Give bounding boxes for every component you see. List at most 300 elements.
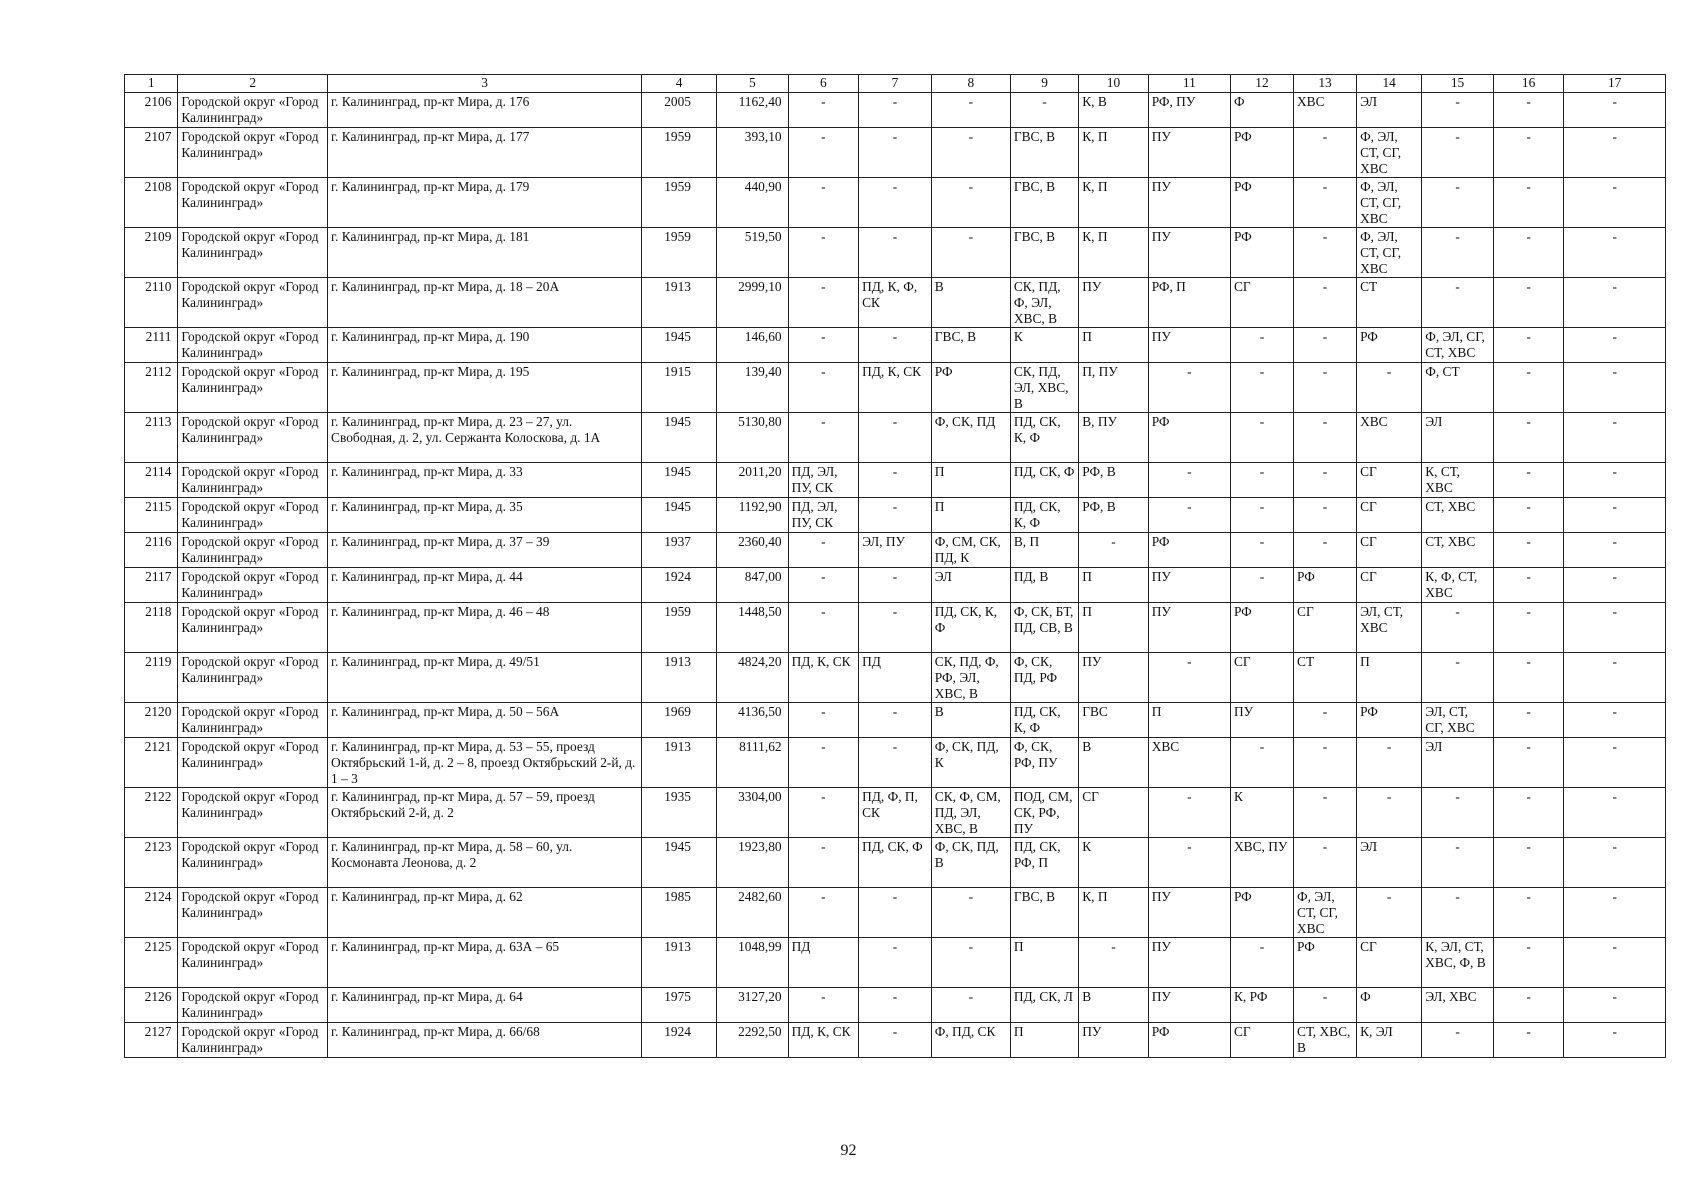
table-cell: ГВС, В (1010, 128, 1078, 178)
table-cell: К (1230, 788, 1293, 838)
table-cell: - (1493, 568, 1564, 603)
table-cell: Городской округ «Город Калининград» (178, 93, 328, 128)
table-cell: - (1010, 93, 1078, 128)
table-cell: - (1422, 228, 1494, 278)
table-cell: 2116 (125, 533, 178, 568)
table-cell: СГ (1294, 603, 1357, 653)
table-cell: Ф, СК, РФ, ПУ (1010, 738, 1078, 788)
column-header: 9 (1010, 75, 1078, 93)
table-cell: РФ (1230, 603, 1293, 653)
table-cell: ПД, ЭЛ, ПУ, СК (788, 463, 859, 498)
table-cell: 2107 (125, 128, 178, 178)
table-cell: - (1294, 498, 1357, 533)
table-row (125, 788, 1666, 838)
table-cell: К, СТ, ХВС (1422, 463, 1494, 498)
table-cell: 2108 (125, 178, 178, 228)
table-cell: - (931, 128, 1010, 178)
table-cell: ЭЛ (931, 568, 1010, 603)
table-cell: П (1079, 568, 1148, 603)
table-cell: ПУ (1079, 653, 1148, 703)
table-cell: Городской округ «Город Калининград» (178, 988, 328, 1023)
column-header: 13 (1294, 75, 1357, 93)
table-row (125, 463, 1666, 498)
table-cell: 1937 (642, 533, 717, 568)
table-cell: Ф, СК, ПД, К (931, 738, 1010, 788)
table-cell: ПД, Ф, П, СК (859, 788, 932, 838)
table-cell: ПД, В (1010, 568, 1078, 603)
table-cell: 2117 (125, 568, 178, 603)
table-cell: - (788, 703, 859, 738)
column-header: 1 (125, 75, 178, 93)
table-cell: - (1294, 278, 1357, 328)
table-cell: Городской округ «Город Калининград» (178, 178, 328, 228)
registry-table (124, 74, 1666, 1058)
table-cell: 3304,00 (717, 788, 789, 838)
table-cell: - (1079, 533, 1148, 568)
table-cell: 2005 (642, 93, 717, 128)
table-cell: В (1079, 738, 1148, 788)
table-cell: 1913 (642, 938, 717, 988)
table-cell: П (1010, 1023, 1078, 1058)
table-cell: - (1230, 328, 1293, 363)
table-cell: Городской округ «Город Калининград» (178, 838, 328, 888)
table-cell: г. Калининград, пр-кт Мира, д. 179 (328, 178, 642, 228)
table-cell: - (859, 703, 932, 738)
table-cell: - (1357, 888, 1422, 938)
table-cell: ЭЛ (1422, 413, 1494, 463)
table-cell: - (788, 93, 859, 128)
table-cell: - (1294, 988, 1357, 1023)
table-cell: ПУ (1079, 1023, 1148, 1058)
column-header: 11 (1148, 75, 1230, 93)
table-cell: СГ (1357, 568, 1422, 603)
table-row (125, 938, 1666, 988)
table-cell: ЭЛ (1357, 93, 1422, 128)
table-cell: - (1564, 533, 1666, 568)
table-cell: - (788, 178, 859, 228)
table-cell: ХВС (1148, 738, 1230, 788)
table-cell: РФ, ПУ (1148, 93, 1230, 128)
table-cell: - (1493, 888, 1564, 938)
table-cell: Городской округ «Город Калининград» (178, 788, 328, 838)
table-cell: ГВС, В (1010, 888, 1078, 938)
table-cell: 2127 (125, 1023, 178, 1058)
table-cell: - (1422, 653, 1494, 703)
table-cell: Ф (1230, 93, 1293, 128)
table-cell: 2011,20 (717, 463, 789, 498)
table-cell: ПУ (1079, 278, 1148, 328)
table-body (125, 93, 1666, 1058)
table-cell: К, Ф, СТ, ХВС (1422, 568, 1494, 603)
table-cell: - (859, 938, 932, 988)
table-cell: - (788, 568, 859, 603)
table-cell: СТ (1294, 653, 1357, 703)
table-cell: ХВС (1357, 413, 1422, 463)
table-cell: 2121 (125, 738, 178, 788)
table-cell: СГ (1357, 498, 1422, 533)
column-header: 4 (642, 75, 717, 93)
table-cell: - (1564, 738, 1666, 788)
table-row (125, 738, 1666, 788)
table-cell: г. Калининград, пр-кт Мира, д. 181 (328, 228, 642, 278)
table-cell: - (1493, 128, 1564, 178)
table-cell: Ф, ЭЛ, СТ, СГ, ХВС (1357, 128, 1422, 178)
table-cell: 2124 (125, 888, 178, 938)
table-cell: Городской округ «Город Калининград» (178, 128, 328, 178)
table-cell: 519,50 (717, 228, 789, 278)
table-cell: РФ (1148, 413, 1230, 463)
table-cell: - (1564, 938, 1666, 988)
table-cell: - (859, 413, 932, 463)
table-cell: ЭЛ, СТ, СГ, ХВС (1422, 703, 1494, 738)
table-cell: 1913 (642, 278, 717, 328)
table-cell: г. Калининград, пр-кт Мира, д. 49/51 (328, 653, 642, 703)
table-cell: СК, ПД, Ф, ЭЛ, ХВС, В (1010, 278, 1078, 328)
table-cell: ПУ (1148, 328, 1230, 363)
table-cell: - (1148, 838, 1230, 888)
table-cell: Городской округ «Город Калининград» (178, 363, 328, 413)
table-cell: - (1493, 788, 1564, 838)
table-cell: СГ (1357, 533, 1422, 568)
table-cell: - (859, 93, 932, 128)
table-cell: 146,60 (717, 328, 789, 363)
column-header: 3 (328, 75, 642, 93)
table-cell: - (1564, 328, 1666, 363)
table-cell: - (1564, 463, 1666, 498)
table-cell: г. Калининград, пр-кт Мира, д. 190 (328, 328, 642, 363)
table-cell: ПУ (1148, 938, 1230, 988)
table-cell: 2109 (125, 228, 178, 278)
table-cell: - (788, 228, 859, 278)
table-cell: П (1079, 603, 1148, 653)
table-cell: - (1564, 228, 1666, 278)
table-cell: - (1294, 463, 1357, 498)
table-cell: 2118 (125, 603, 178, 653)
table-cell: - (859, 498, 932, 533)
table-cell: РФ (1357, 703, 1422, 738)
table-cell: - (1493, 938, 1564, 988)
table-cell: Городской округ «Город Калининград» (178, 703, 328, 738)
table-cell: - (859, 603, 932, 653)
table-cell: ХВС, ПУ (1230, 838, 1293, 888)
table-cell: Ф, СТ (1422, 363, 1494, 413)
table-cell: 1969 (642, 703, 717, 738)
table-cell: 1959 (642, 178, 717, 228)
table-cell: Ф, ЭЛ, СТ, СГ, ХВС (1357, 228, 1422, 278)
table-cell: г. Калининград, пр-кт Мира, д. 57 – 59, проезд Октябрьский 2-й, д. 2 (328, 788, 642, 838)
table-cell: ЭЛ, ПУ (859, 533, 932, 568)
table-row (125, 703, 1666, 738)
table-cell: К (1079, 838, 1148, 888)
table-cell: РФ (1357, 328, 1422, 363)
table-cell: ПУ (1148, 988, 1230, 1023)
table-cell: 2122 (125, 788, 178, 838)
table-cell: - (1493, 738, 1564, 788)
table-cell: - (1294, 128, 1357, 178)
table-cell: ПД, СК, К, Ф (1010, 413, 1078, 463)
table-cell: - (859, 888, 932, 938)
table-cell: - (1564, 653, 1666, 703)
table-cell: Ф, СК, ПД, В (931, 838, 1010, 888)
table-cell: 1975 (642, 988, 717, 1023)
table-cell: - (1148, 463, 1230, 498)
table-cell: Городской округ «Город Калининград» (178, 653, 328, 703)
column-header: 16 (1493, 75, 1564, 93)
table-cell: г. Калининград, пр-кт Мира, д. 18 – 20А (328, 278, 642, 328)
table-row (125, 533, 1666, 568)
table-cell: СГ (1230, 1023, 1293, 1058)
table-cell: г. Калининград, пр-кт Мира, д. 62 (328, 888, 642, 938)
table-cell: 2119 (125, 653, 178, 703)
table-cell: Городской округ «Город Калининград» (178, 938, 328, 988)
table-cell: РФ (1230, 178, 1293, 228)
table-cell: Городской округ «Город Калининград» (178, 888, 328, 938)
table-cell: - (1422, 603, 1494, 653)
table-cell: 2110 (125, 278, 178, 328)
table-cell: - (1357, 738, 1422, 788)
table-cell: - (1493, 838, 1564, 888)
table-cell: ПД, К, СК (788, 653, 859, 703)
table-cell: - (1493, 533, 1564, 568)
table-cell: ЭЛ, ХВС (1422, 988, 1494, 1023)
table-cell: - (1564, 838, 1666, 888)
table-cell: К, П (1079, 178, 1148, 228)
table-cell: РФ, П (1148, 278, 1230, 328)
table-cell: - (1357, 788, 1422, 838)
table-cell: 3127,20 (717, 988, 789, 1023)
table-cell: Городской округ «Город Калининград» (178, 228, 328, 278)
table-cell: 2112 (125, 363, 178, 413)
table-cell: - (788, 888, 859, 938)
table-cell: 1913 (642, 653, 717, 703)
table-cell: Городской округ «Город Калининград» (178, 328, 328, 363)
column-header: 12 (1230, 75, 1293, 93)
table-cell: ПД, СК, Ф (859, 838, 932, 888)
table-cell: В, П (1010, 533, 1078, 568)
table-cell: - (1230, 938, 1293, 988)
table-cell: - (1294, 533, 1357, 568)
table-cell: - (859, 128, 932, 178)
table-cell: П (931, 498, 1010, 533)
table-cell: - (859, 463, 932, 498)
table-cell: Ф, СК, ПД, РФ (1010, 653, 1078, 703)
table-cell: - (1422, 838, 1494, 888)
table-cell: Городской округ «Город Калининград» (178, 603, 328, 653)
table-cell: - (1564, 363, 1666, 413)
table-cell: - (1422, 278, 1494, 328)
table-cell: ГВС, В (1010, 228, 1078, 278)
table-cell: - (1148, 653, 1230, 703)
table-cell: - (1564, 93, 1666, 128)
table-cell: СТ, ХВС (1422, 533, 1494, 568)
table-cell: - (1564, 888, 1666, 938)
table-cell: 1945 (642, 328, 717, 363)
table-cell: - (1493, 653, 1564, 703)
table-cell: Городской округ «Город Калининград» (178, 463, 328, 498)
table-cell: - (931, 93, 1010, 128)
table-cell: - (1294, 838, 1357, 888)
table-cell: ПУ (1148, 178, 1230, 228)
table-cell: Ф (1357, 988, 1422, 1023)
table-cell: Ф, ЭЛ, СТ, СГ, ХВС (1357, 178, 1422, 228)
table-row (125, 653, 1666, 703)
table-cell: ПД, СК, РФ, П (1010, 838, 1078, 888)
table-cell: - (1493, 328, 1564, 363)
table-cell: - (1564, 703, 1666, 738)
table-cell: - (1422, 128, 1494, 178)
column-header: 15 (1422, 75, 1494, 93)
table-cell: РФ, В (1079, 463, 1148, 498)
table-cell: ПД, К, СК (788, 1023, 859, 1058)
table-cell: - (1422, 93, 1494, 128)
column-header: 7 (859, 75, 932, 93)
table-cell: - (1230, 498, 1293, 533)
table-cell: 1192,90 (717, 498, 789, 533)
table-cell: ЭЛ (1357, 838, 1422, 888)
table-cell: В (931, 703, 1010, 738)
table-cell: 2111 (125, 328, 178, 363)
table-row (125, 498, 1666, 533)
table-cell: СК, Ф, СМ, ПД, ЭЛ, ХВС, В (931, 788, 1010, 838)
table-cell: г. Калининград, пр-кт Мира, д. 195 (328, 363, 642, 413)
table-cell: - (1493, 463, 1564, 498)
table-cell: - (1230, 413, 1293, 463)
table-cell: П (1148, 703, 1230, 738)
table-cell: - (1564, 128, 1666, 178)
table-cell: - (1422, 1023, 1494, 1058)
table-cell: г. Калининград, пр-кт Мира, д. 35 (328, 498, 642, 533)
table-cell: СТ, ХВС (1422, 498, 1494, 533)
table-cell: - (931, 988, 1010, 1023)
table-cell: - (788, 278, 859, 328)
table-cell: 2126 (125, 988, 178, 1023)
table-cell: РФ (1294, 938, 1357, 988)
table-cell: г. Калининград, пр-кт Мира, д. 63А – 65 (328, 938, 642, 988)
table-cell: Городской округ «Город Калининград» (178, 498, 328, 533)
table-cell: 1924 (642, 1023, 717, 1058)
table-cell: 2292,50 (717, 1023, 789, 1058)
table-cell: - (1294, 178, 1357, 228)
table-cell: 2482,60 (717, 888, 789, 938)
table-cell: - (1564, 498, 1666, 533)
table-cell: - (1564, 413, 1666, 463)
table-cell: РФ (931, 363, 1010, 413)
table-cell: - (1148, 788, 1230, 838)
table-cell: 2115 (125, 498, 178, 533)
table-cell: 1985 (642, 888, 717, 938)
table-cell: - (859, 1023, 932, 1058)
table-cell: ХВС (1294, 93, 1357, 128)
table-cell: РФ (1148, 1023, 1230, 1058)
table-cell: г. Калининград, пр-кт Мира, д. 33 (328, 463, 642, 498)
table-row (125, 178, 1666, 228)
table-cell: 847,00 (717, 568, 789, 603)
table-cell: г. Калининград, пр-кт Мира, д. 53 – 55, проезд Октябрьский 1-й, д. 2 – 8, проезд Октябрьский 2-й, д. 1 – 3 (328, 738, 642, 788)
table-cell: ГВС, В (931, 328, 1010, 363)
table-row (125, 888, 1666, 938)
table-cell: - (1422, 178, 1494, 228)
table-cell: - (788, 533, 859, 568)
table-cell: - (788, 413, 859, 463)
table-row (125, 278, 1666, 328)
table-cell: ПУ (1148, 568, 1230, 603)
table-row (125, 93, 1666, 128)
table-row (125, 413, 1666, 463)
table-cell: 2123 (125, 838, 178, 888)
table-cell: 2120 (125, 703, 178, 738)
table-cell: 8111,62 (717, 738, 789, 788)
table-cell: 440,90 (717, 178, 789, 228)
table-cell: - (1493, 93, 1564, 128)
table-cell: г. Калининград, пр-кт Мира, д. 37 – 39 (328, 533, 642, 568)
table-cell: - (1294, 363, 1357, 413)
table-cell: РФ (1294, 568, 1357, 603)
table-cell: 1945 (642, 838, 717, 888)
table-cell: ПУ (1148, 603, 1230, 653)
table-cell: 2106 (125, 93, 178, 128)
table-cell: 1924 (642, 568, 717, 603)
table-cell: - (1079, 938, 1148, 988)
table-cell: - (859, 328, 932, 363)
column-header: 14 (1357, 75, 1422, 93)
table-cell: К, ЭЛ (1357, 1023, 1422, 1058)
table-cell: 1162,40 (717, 93, 789, 128)
table-cell: г. Калининград, пр-кт Мира, д. 177 (328, 128, 642, 178)
table-cell: - (1564, 603, 1666, 653)
table-cell: - (1357, 363, 1422, 413)
table-cell: СТ (1357, 278, 1422, 328)
table-cell: Ф, ЭЛ, СГ, СТ, ХВС (1422, 328, 1494, 363)
table-cell: 1945 (642, 463, 717, 498)
table-cell: - (931, 938, 1010, 988)
table-cell: - (1294, 328, 1357, 363)
table-cell: 139,40 (717, 363, 789, 413)
table-cell: 1048,99 (717, 938, 789, 988)
table-cell: - (859, 228, 932, 278)
table-cell: ПУ (1148, 888, 1230, 938)
page-number: 92 (840, 1142, 857, 1159)
table-cell: - (1422, 888, 1494, 938)
table-cell: г. Калининград, пр-кт Мира, д. 23 – 27, ул. Свободная, д. 2, ул. Сержанта Колоскова, д. 1А (328, 413, 642, 463)
table-cell: - (1493, 498, 1564, 533)
table-cell: 5130,80 (717, 413, 789, 463)
table-row (125, 1023, 1666, 1058)
table-cell: К, В (1079, 93, 1148, 128)
table-cell: ПД, СК, К, Ф (1010, 498, 1078, 533)
table-cell: г. Калининград, пр-кт Мира, д. 46 – 48 (328, 603, 642, 653)
table-cell: П (931, 463, 1010, 498)
table-row (125, 228, 1666, 278)
table-cell: СК, ПД, Ф, РФ, ЭЛ, ХВС, В (931, 653, 1010, 703)
table-cell: г. Калининград, пр-кт Мира, д. 58 – 60, ул. Космонавта Леонова, д. 2 (328, 838, 642, 888)
table-cell: ПД, СК, К, Ф (1010, 703, 1078, 738)
table-cell: - (1294, 228, 1357, 278)
table-cell: - (788, 363, 859, 413)
table-cell: СГ (1230, 278, 1293, 328)
table-cell: - (859, 178, 932, 228)
table-cell: г. Калининград, пр-кт Мира, д. 176 (328, 93, 642, 128)
table-cell: ПУ (1148, 128, 1230, 178)
table-cell: ПД, СК, Ф (1010, 463, 1078, 498)
table-cell: 4136,50 (717, 703, 789, 738)
table-cell: К, П (1079, 128, 1148, 178)
table-cell: Ф, ПД, СК (931, 1023, 1010, 1058)
table-cell: - (788, 128, 859, 178)
table-cell: - (1230, 568, 1293, 603)
column-header: 6 (788, 75, 859, 93)
table-cell: - (1493, 278, 1564, 328)
table-cell: ПОД, СМ, СК, РФ, ПУ (1010, 788, 1078, 838)
